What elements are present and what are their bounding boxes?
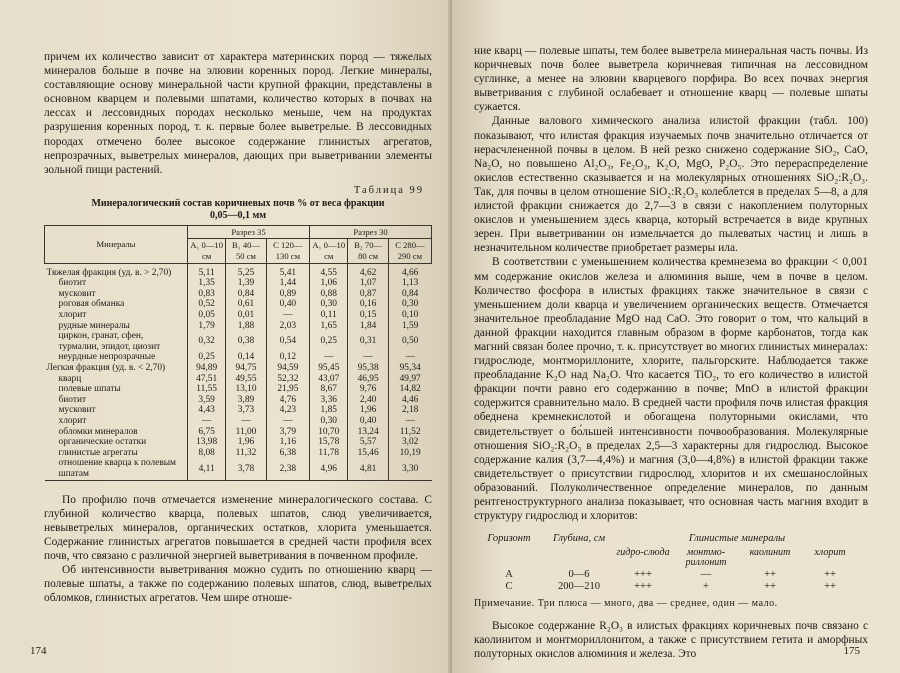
mineral-name: неурдные непрозрачные [58, 352, 156, 363]
mineral-value: 4,66 [388, 263, 431, 278]
clay-minerals-table [474, 533, 868, 609]
table-row [45, 427, 432, 438]
mineral-value: 0,31 [348, 331, 388, 352]
clay-sub-chlorite: хлорит [814, 547, 846, 559]
mineral-value: 1,13 [388, 278, 431, 289]
col-group-1: Разрез 35 [187, 225, 309, 239]
mineral-name: мусковит [58, 288, 96, 299]
table-row [45, 405, 432, 416]
mineral-value: 0,14 [226, 352, 266, 363]
mineral-value: 1,79 [187, 321, 225, 332]
mineral-value: 0,89 [266, 289, 309, 300]
mineral-value: — [348, 352, 388, 363]
table-row [45, 310, 432, 321]
col-header: A₁ 0—10 см [310, 239, 348, 263]
mineral-value: 5,25 [226, 263, 266, 278]
mineral-value: 4,96 [310, 458, 348, 480]
mineral-value: 94,75 [226, 363, 266, 374]
mineral-value: 47,51 [187, 374, 225, 385]
mineral-value: 1,84 [348, 321, 388, 332]
mineral-value: 3,30 [388, 458, 431, 480]
right-page [452, 0, 900, 673]
mineral-value: 1,85 [310, 405, 348, 416]
mineral-value: — [388, 416, 431, 427]
mineral-value: 0,84 [388, 289, 431, 300]
mineral-value: 0,15 [348, 310, 388, 321]
mineral-value: 0,30 [388, 299, 431, 310]
left-para-2: По профилю почв отмечается изменение минералогического состава. С глубиной количество кварца, полевых шпатов, слюд увеличивается, невыветрелых минералов, органических остатков, хлорита уменьшается. Содержание глинистых агрегатов повышается в средней части профиля всех почв, что связано с различной энергией выветривания в почвенном профиле. [44, 493, 432, 562]
mineral-value: — [187, 416, 225, 427]
mineral-value: 0,16 [348, 299, 388, 310]
mineral-name: циркон, гранат, сфен, турмалин, эпидот, циозит [58, 331, 161, 352]
col-header: B₂ 70—80 см [348, 239, 388, 263]
col-header: A₁ 0—10 см [187, 239, 225, 263]
col-minerals: Минералы [45, 225, 188, 263]
mineral-value: 46,95 [348, 374, 388, 385]
mineral-value: 3,36 [310, 395, 348, 406]
mineral-name: хлорит [58, 310, 87, 320]
mineral-value: 1,96 [348, 405, 388, 416]
right-para-2: Данные валового химического анализа илистой фракции (табл. 100) показывают, что илистая фракция изучаемых почв значительно отличается от нерасчлененной почвы в целом. В ней резко снижено содержание SiO₂, CaO, Na₂O, но повышено Al₂O₃, Fe₂O₃, K₂O, MgO, P₂O₅. Это перераспределение окислов естественно сказывается и на молекулярных отношениях SiO₂:R₂O₃. Так, для почвы в целом отношение SiO₂:R₂O₃ колеблется в пределах 5—8, а для илистой фракции снижается до 2,7—3 в связи с накоплением полуторных окислов и уменьшением здесь кварца, который встречается в виде крупных зерен. При выветривании он измельчается до пылеватых частиц и лишь в незначительном количестве приобретает размеры ила. [474, 115, 868, 255]
mineral-value: 4,43 [187, 405, 225, 416]
mineral-value: 13,24 [348, 427, 388, 438]
mineral-value: 3,73 [226, 405, 266, 416]
right-para-3: В соответствии с уменьшением количества кремнезема во фракции < 0,001 мм содержание окислов железа и алюминия выше, чем в почве в целом. Количество фосфора в илистых фракциях также значительное в связи с уменьшением доли кварца и увеличением органических веществ. Отмечается значительное преобладание MgO над CaO. Это говорит о том, что кальций в данной фракции находится главным образом в форме карбонатов, тогда как магний связан более прочно, т. к. присутствует во многих глинистых минералах: гидрослюде, монтмориллоните, хлорите, пальгорските. Наблюдается также преобладание K₂O над Na₂O. Что касается TiO₂, то его количество в илистой фракции почти равно его содержанию в почве; MnO в илистой фракции содержится сравнительно мало. В средней части профиля почв илистая фракция обеднена кремнекислотой и обогащена полуторными окислами, что свидетельствует о бо́льшей интенсивности почвообразования. Молекулярные отношения SiO₂:R₂O₃ в пределах 2,5—3 характерны для гидрослюд. Высокое содержание калия (3,7—4,4%) и магния (3,0—4,8%) в илистой фракции также свидетельствует о присутствии гидрослюд, хлоритов и их смешанослойных образований. Полуколичественное определение минералов, по данным рентгеноструктурного анализа показывает, что основная часть магния входит в структуру гидрослюд и хлоритов: [474, 256, 868, 523]
table-row [45, 289, 432, 300]
mineral-value: 3,89 [226, 395, 266, 406]
mineral-value: 1,16 [266, 437, 309, 448]
mineral-name: биотит [58, 394, 87, 405]
mineral-value: 1,06 [310, 278, 348, 289]
mineral-value: 0,32 [187, 331, 225, 352]
table-row [45, 395, 432, 406]
mineral-value: 10,70 [310, 427, 348, 438]
clay-row-c: C 200—210 +++ + ++ ++ [505, 581, 836, 593]
mineral-value: 0,05 [187, 310, 225, 321]
table-99-title [44, 198, 432, 222]
mineral-value: 4,62 [348, 263, 388, 278]
mineral-value: 95,34 [388, 363, 431, 374]
mineral-value: 3,02 [388, 437, 431, 448]
mineral-value: 94,59 [266, 363, 309, 374]
mineral-value: 1,59 [388, 321, 431, 332]
mineral-value: 0,54 [266, 331, 309, 352]
table-row [45, 352, 432, 363]
mineral-value: 0,52 [187, 299, 225, 310]
mineral-name: глинистые агрегаты [58, 447, 138, 458]
mineral-value: 5,57 [348, 437, 388, 448]
mineral-value: 1,96 [226, 437, 266, 448]
mineral-value: 0,01 [226, 310, 266, 321]
page-number-right: 175 [843, 645, 860, 657]
mineral-value: — [388, 352, 431, 363]
mineral-value: 8,67 [310, 384, 348, 395]
mineral-value: 13,10 [226, 384, 266, 395]
clay-sub-hydromica: гидро-слюда [616, 547, 670, 559]
left-para-1: причем их количество зависит от характера материнских пород — тяжелых минералов больше в почве на элювии коренных пород. Легкие минералы, составляющие основу минеральной части крупной фракции, представлены в основном кварцем и полевыми шпатами, количество которых в почвах на лессах и лессовидных породах несколько меньше, чем на продуктах разрушения коренных пород, т. к. первые более выветрелые. В лессовидных породах отмечено более высокое содержание глинистых агрегатов, непрозрачных, выветрелых минералов, дающих при выветривании элементы зольной пищи растений. [44, 51, 432, 176]
table-title-line2: 0,05—0,1 мм [209, 209, 267, 221]
mineral-name: кварц [58, 373, 82, 384]
mineral-value: 52,32 [266, 374, 309, 385]
mineral-value: 0,83 [187, 289, 225, 300]
mineral-value: 0,25 [310, 331, 348, 352]
left-para-3: Об интенсивности выветривания можно судить по отношению кварц — полевые шпаты, а также по содержанию полевых шпатов, слюд, выветрелых обломков, глинистых агрегатов. Чем шире отноше- [44, 563, 432, 605]
mineral-name: органические остатки [58, 437, 147, 448]
mineral-value: 2,38 [266, 458, 309, 480]
clay-h-depth: Глубина, см [552, 533, 606, 545]
mineral-value: 4,11 [187, 458, 225, 480]
table-row [45, 458, 432, 480]
mineral-value: — [226, 416, 266, 427]
mineral-value: 15,46 [348, 448, 388, 459]
mineral-value: 49,55 [226, 374, 266, 385]
col-group-2: Разрез 30 [310, 225, 432, 239]
mineral-value: 49,97 [388, 374, 431, 385]
table-row [45, 263, 432, 278]
table-row [45, 384, 432, 395]
mineral-value: 95,45 [310, 363, 348, 374]
right-para-1: ние кварц — полевые шпаты, тем более выветрела минеральная часть почвы. Из коричневых почв более выветрела коричневая типичная на лессовидном суглинке, а менее на элювии кварцевого порфира. Во всех почвах энергия выветривания с глубиной ослабевает и отношение кварц — полевые шпаты сужается. [474, 45, 868, 114]
table-row [45, 299, 432, 310]
mineral-value: 11,55 [187, 384, 225, 395]
mineral-value: 4,55 [310, 263, 348, 278]
mineral-name: отношение кварца к полевым шпатам [45, 458, 188, 480]
mineral-value: 11,32 [226, 448, 266, 459]
mineral-value: 0,11 [310, 310, 348, 321]
table-row [45, 416, 432, 427]
mineral-value: 0,50 [388, 331, 431, 352]
mineral-value: 0,10 [388, 310, 431, 321]
mineral-name: Легкая фракция (уд. в. < 2,70) [46, 362, 166, 373]
mineral-value: 4,23 [266, 405, 309, 416]
col-header: C 280—290 см [388, 239, 431, 263]
mineral-value: 1,44 [266, 278, 309, 289]
mineral-name: мусковит [58, 405, 96, 416]
mineral-value: 0,12 [266, 352, 309, 363]
clay-subheader [474, 548, 868, 568]
mineral-value: — [266, 310, 309, 321]
table-99-label: Таблица 99 [353, 184, 424, 196]
table-row [45, 437, 432, 448]
clay-h-horizon: Горизонт [487, 533, 531, 545]
mineral-value: 4,76 [266, 395, 309, 406]
mineral-table [44, 225, 432, 481]
mineral-value: 0,40 [266, 299, 309, 310]
mineral-value: 11,00 [226, 427, 266, 438]
col-header: C 120—130 см [266, 239, 309, 263]
table-row [45, 278, 432, 289]
mineral-value: 94,89 [187, 363, 225, 374]
mineral-value: 1,65 [310, 321, 348, 332]
mineral-value: 13,98 [187, 437, 225, 448]
mineral-value: 14,82 [388, 384, 431, 395]
mineral-value: 0,38 [226, 331, 266, 352]
mineral-value: 3,79 [266, 427, 309, 438]
mineral-value: 6,38 [266, 448, 309, 459]
mineral-value: 4,46 [388, 395, 431, 406]
mineral-value: 0,61 [226, 299, 266, 310]
mineral-value: 3,59 [187, 395, 225, 406]
mineral-value: 1,07 [348, 278, 388, 289]
mineral-value: 11,78 [310, 448, 348, 459]
col-header: B₁ 40—50 см [226, 239, 266, 263]
mineral-value: 5,11 [187, 263, 225, 278]
mineral-name: полевые шпаты [58, 384, 121, 395]
mineral-value: — [266, 416, 309, 427]
mineral-value: 0,25 [187, 352, 225, 363]
clay-sub-montmorillonite: монтмо-риллонит [685, 547, 727, 569]
mineral-value: 43,07 [310, 374, 348, 385]
clay-row-a: A 0—6 +++ — ++ ++ [505, 569, 836, 581]
mineral-value: 10,19 [388, 448, 431, 459]
mineral-value: 0,40 [348, 416, 388, 427]
mineral-value: 0,30 [310, 416, 348, 427]
mineral-value: 2,18 [388, 405, 431, 416]
mineral-name: обломки минералов [58, 426, 138, 437]
mineral-value: 1,39 [226, 278, 266, 289]
mineral-name: роговая обманка [58, 299, 125, 310]
table-row [45, 321, 432, 332]
mineral-value: 11,52 [388, 427, 431, 438]
table-row [45, 448, 432, 459]
mineral-value: 8,08 [187, 448, 225, 459]
mineral-value: 6,75 [187, 427, 225, 438]
mineral-value: 0,87 [348, 289, 388, 300]
mineral-name: Тяжелая фракция (уд. в. > 2,70) [46, 267, 172, 278]
mineral-name: рудные минералы [58, 320, 130, 331]
mineral-value: 15,78 [310, 437, 348, 448]
mineral-name: хлорит [58, 415, 87, 426]
clay-sub-kaolinite: каолинит [749, 547, 791, 559]
clay-note: Примечание. Три плюса — много, два — среднее, один — мало. [474, 598, 778, 610]
table-row [45, 363, 432, 374]
right-para-4: Высокое содержание R₂O₃ в илистых фракциях коричневых почв связано с каолинитом и монтмориллонитом, а также с присутствием гетита и аморфных полуторных окислов алюминия и железа. Это [474, 620, 868, 661]
table-row [45, 374, 432, 385]
mineral-value: 95,38 [348, 363, 388, 374]
clay-header [474, 533, 868, 544]
mineral-value: 21,95 [266, 384, 309, 395]
mineral-value: 9,76 [348, 384, 388, 395]
table-title-line1: Минералогический состав коричневых почв % от веса фракции [91, 197, 385, 209]
mineral-value: 2,03 [266, 321, 309, 332]
mineral-value: 1,88 [226, 321, 266, 332]
mineral-value: 0,84 [226, 289, 266, 300]
clay-h-minerals: Глинистые минералы [688, 533, 786, 545]
mineral-value: — [310, 352, 348, 363]
mineral-value: 3,78 [226, 458, 266, 480]
table-row [45, 331, 432, 352]
mineral-value: 5,41 [266, 263, 309, 278]
mineral-value: 4,81 [348, 458, 388, 480]
mineral-name: биотит [58, 278, 87, 289]
mineral-value: 2,40 [348, 395, 388, 406]
mineral-value: 1,35 [187, 278, 225, 289]
page-number-left: 174 [30, 645, 47, 657]
mineral-value: 0,88 [310, 289, 348, 300]
mineral-value: 0,30 [310, 299, 348, 310]
